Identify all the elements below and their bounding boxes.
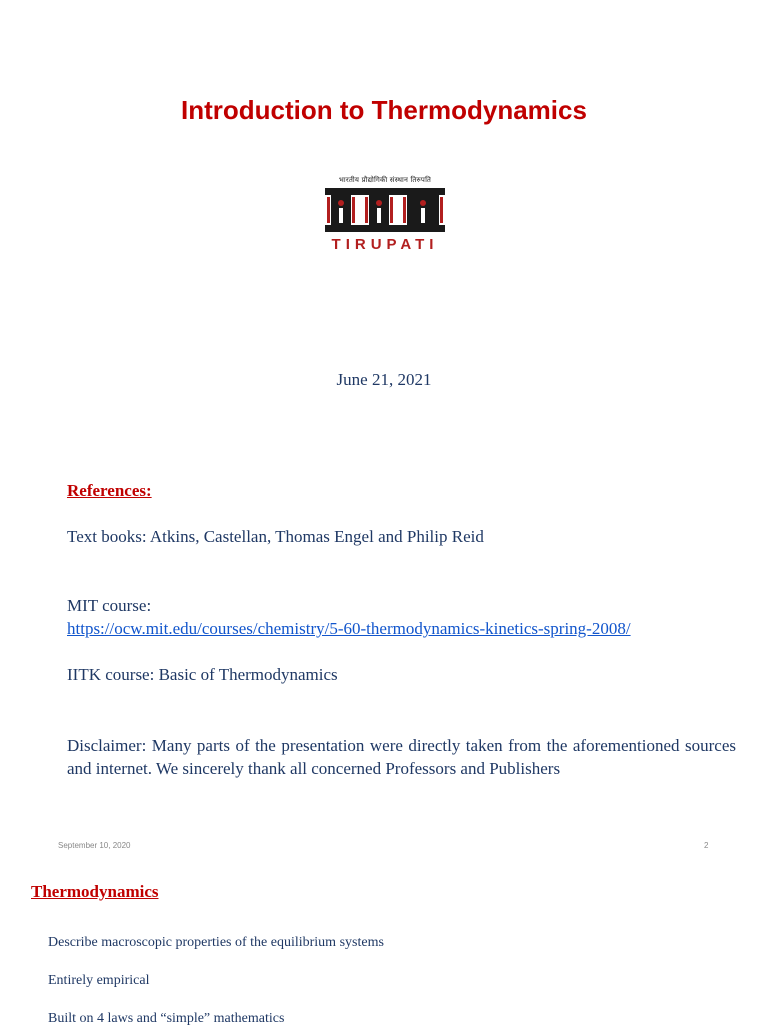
iit-tirupati-logo — [322, 176, 448, 256]
bullet-text: Built on 4 laws and “simple” mathematics — [48, 1011, 285, 1026]
disclaimer-paragraph: Disclaimer: Many parts of the presentation were directly taken from the aforementioned sources and internet. We sincerely thank all concerned Professors and Publishers — [67, 736, 736, 778]
mit-course-label: MIT course: — [67, 596, 152, 615]
bullet-text: Describe macroscopic properties of the equilibrium systems — [48, 935, 384, 950]
logo-hindi-text: भारतीय प्रौद्योगिकी संस्थान तिरुपति — [338, 176, 432, 184]
iit-logo-mark — [325, 188, 445, 232]
list-item — [31, 935, 384, 951]
footer-date: September 10, 2020 — [58, 841, 131, 850]
page-number: 2 — [704, 841, 709, 850]
bullet-text: Entirely empirical — [48, 973, 150, 988]
thermodynamics-heading: Thermodynamics — [31, 882, 159, 901]
list-item — [31, 973, 149, 989]
list-item — [31, 1011, 284, 1027]
mit-course-link[interactable]: https://ocw.mit.edu/courses/chemistry/5-60-thermodynamics-kinetics-spring-2008/ — [67, 619, 631, 638]
textbooks-line: Text books: Atkins, Castellan, Thomas Engel and Philip Reid — [67, 527, 484, 546]
slide-title: Introduction to Thermodynamics — [181, 95, 587, 125]
references-heading: References: — [67, 481, 152, 500]
presentation-date: June 21, 2021 — [336, 370, 432, 389]
iitk-course-line: IITK course: Basic of Thermodynamics — [67, 665, 338, 684]
logo-wordmark: TIRUPATI — [331, 236, 439, 253]
